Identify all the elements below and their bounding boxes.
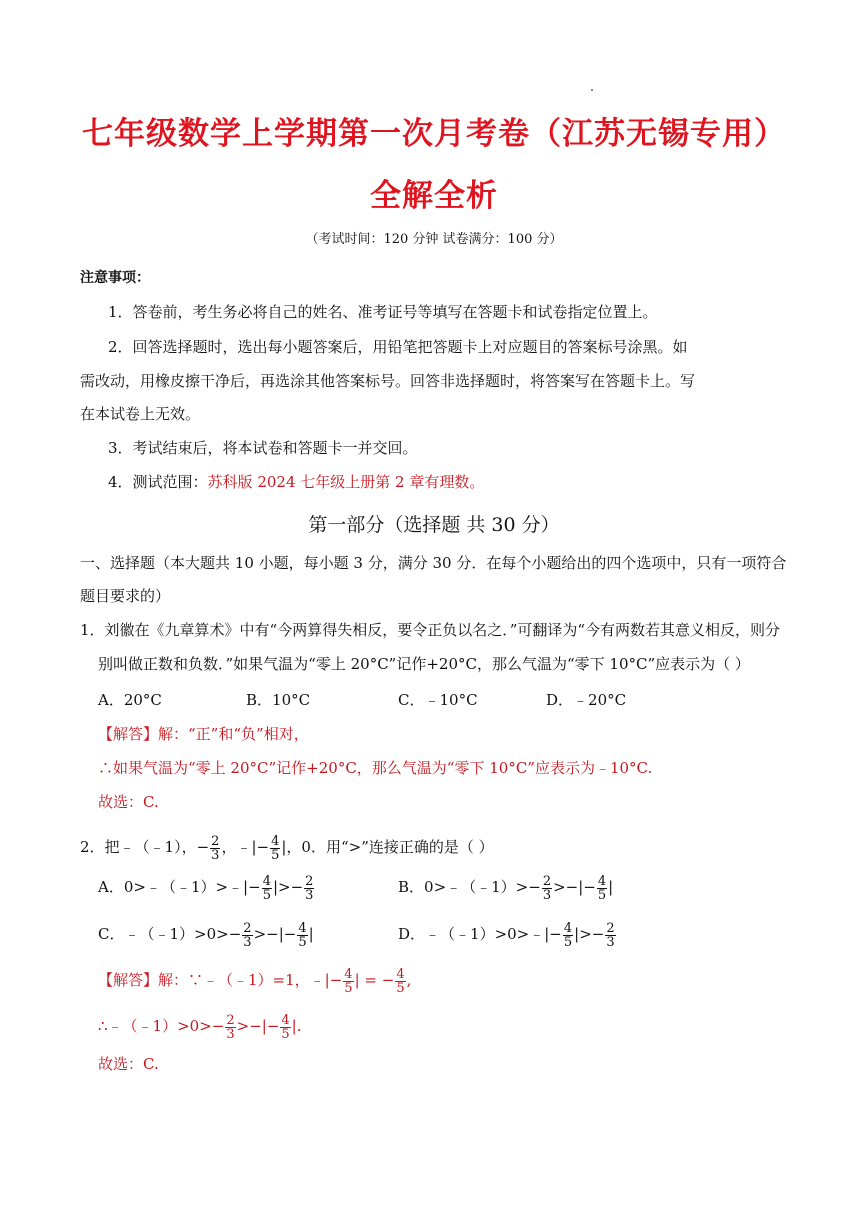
- numerator: 4: [262, 873, 271, 889]
- numerator: 4: [271, 833, 280, 849]
- section-desc-line2: 题目要求的）: [80, 587, 171, 605]
- header-dot: [591, 89, 593, 91]
- denominator: 3: [606, 934, 615, 950]
- notice-heading: 注意事项：: [80, 270, 150, 286]
- q1-option-d: D．﹣20°C: [546, 691, 627, 709]
- q2-option-a-head: A．0>﹣（﹣1）>﹣|−: [98, 878, 261, 896]
- q2-stem: [80, 833, 494, 862]
- q2-answer-l1-end: ,: [406, 971, 412, 989]
- notice-item-2-line3: 在本试卷上无效。: [80, 405, 201, 423]
- numerator: 4: [298, 920, 307, 936]
- fraction-4-5: [343, 968, 353, 995]
- q2-option-b-mid: >−|−: [553, 878, 596, 896]
- notice-item-4: [108, 472, 484, 492]
- q2-option-c-head: C．﹣（﹣1）>0>−: [98, 925, 242, 943]
- fraction-4-5: [280, 1014, 290, 1041]
- abs-bar: |: [308, 925, 314, 943]
- q1-option-c: C．﹣10°C: [398, 691, 478, 709]
- section-title: 第一部分（选择题 共 30 分）: [308, 514, 560, 536]
- denominator: 5: [597, 887, 607, 903]
- numerator: 2: [243, 920, 252, 936]
- denominator: 5: [563, 934, 573, 950]
- numerator: 4: [396, 966, 405, 982]
- section-desc-line1: 一、选择题（本大题共 10 小题，每小题 3 分，满分 30 分．在每个小题给出的四个选项中，只有一项符合: [80, 554, 787, 572]
- q2-choice: 故选：C.: [98, 1055, 159, 1073]
- q2-answer-tag: 【解答】: [98, 971, 159, 989]
- fraction-4-5: [597, 875, 607, 902]
- fraction-4-5: [262, 875, 272, 902]
- notice-item-2-line2: 需改动，用橡皮擦干净后，再选涂其他答案标号。回答非选择题时，将答案写在答题卡上。写: [80, 372, 696, 390]
- denominator: 3: [226, 1026, 235, 1042]
- q2-stem-prefix: 2．把﹣（﹣1），: [80, 838, 197, 856]
- q2-answer-line1: [98, 966, 411, 995]
- q2-option-d-mid: |>−: [574, 925, 605, 943]
- fraction-2-3: [542, 875, 552, 902]
- q2-stem-suffix: ，0．用“>”连接正确的是（ ）: [286, 838, 494, 856]
- fraction-2-3: [242, 922, 252, 949]
- denominator: 5: [262, 887, 271, 903]
- q1-answer-text: 解：“正”和“负”相对，: [158, 725, 309, 743]
- fraction-2-3: [210, 835, 220, 862]
- q2-option-a-mid: |>−: [272, 878, 304, 896]
- q1-stem-line1: 1．刘徽在《九章算术》中有“今两算得失相反，要令正负以名之．”可翻译为“今有两数若其意义相反，则分: [80, 621, 781, 639]
- fraction-4-5: [297, 922, 307, 949]
- denominator: 3: [211, 847, 220, 863]
- q2-answer-l2-head: ∴﹣（﹣1）>0>−: [98, 1017, 225, 1035]
- denominator: 3: [305, 887, 314, 903]
- numerator: 4: [281, 1012, 290, 1028]
- q2-stem-mid: ，﹣|−: [221, 838, 270, 856]
- q1-choice: 故选：C.: [98, 793, 159, 811]
- q2-answer-l1-head: 解：∵﹣（﹣1）=1，﹣|−: [158, 971, 343, 989]
- abs-bar: |: [281, 838, 287, 856]
- numerator: 2: [606, 920, 615, 936]
- q2-option-c: [98, 920, 314, 949]
- q2-answer-l2-mid: >−|−: [236, 1017, 280, 1035]
- q2-option-a: [98, 873, 315, 902]
- fraction-2-3: [304, 875, 314, 902]
- numerator: 4: [344, 966, 353, 982]
- q2-answer-line2: [98, 1012, 302, 1041]
- denominator: 5: [344, 980, 353, 996]
- fraction-4-5: [563, 922, 573, 949]
- notice-item-3: 3．考试结束后，将本试卷和答题卡一并交回。: [108, 439, 418, 457]
- numerator: 2: [305, 873, 314, 889]
- q2-option-d-head: D．﹣（﹣1）>0>﹣|−: [398, 925, 562, 943]
- numerator: 2: [226, 1012, 235, 1028]
- q1-option-b: B．10°C: [246, 691, 311, 709]
- q1-answer-line2: ∴如果气温为“零上 20°C”记作+20°C，那么气温为“零下 10°C”应表示为﹣10°C.: [98, 759, 653, 777]
- test-scope: 苏科版 2024 七年级上册第 2 章有理数。: [207, 473, 485, 491]
- numerator: 4: [563, 920, 573, 936]
- denominator: 5: [396, 980, 405, 996]
- q1-stem-line2: 别叫做正数和负数．”如果气温为“零上 20°C”记作+20°C，那么气温为“零下 10°C”应表示为（ ）: [98, 655, 750, 673]
- q2-option-b: [398, 873, 613, 902]
- q2-answer-l2-end: |.: [291, 1017, 302, 1035]
- q2-option-c-mid: >−|−: [253, 925, 297, 943]
- q2-option-b-head: B．0>﹣（﹣1）>−: [398, 878, 541, 896]
- abs-bar: |: [608, 878, 614, 896]
- numerator: 2: [542, 873, 552, 889]
- notice-item-4-prefix: 4．测试范围：: [108, 473, 208, 491]
- fraction-4-5: [270, 835, 280, 862]
- q2-option-d: [398, 920, 617, 949]
- q1-answer-tag: 【解答】: [98, 725, 159, 743]
- notice-item-2-line1: 2．回答选择题时，选出每小题答案后，用铅笔把答题卡上对应题目的答案标号涂黑。如: [108, 338, 688, 356]
- denominator: 5: [281, 1026, 290, 1042]
- exam-info: （考试时间：120 分钟 试卷满分：100 分）: [305, 232, 563, 247]
- denominator: 5: [298, 934, 307, 950]
- fraction-4-5: [395, 968, 405, 995]
- numerator: 2: [211, 833, 220, 849]
- minus-sign: −: [196, 838, 210, 856]
- numerator: 4: [597, 873, 607, 889]
- denominator: 3: [542, 887, 552, 903]
- q2-answer-l1-mid: | = −: [354, 971, 395, 989]
- page-title: 七年级数学上学期第一次月考卷（江苏无锡专用）: [82, 116, 786, 152]
- notice-item-1: 1．答卷前，考生务必将自己的姓名、准考证号等填写在答题卡和试卷指定位置上。: [108, 303, 658, 321]
- q1-answer-line1: [98, 724, 309, 744]
- fraction-2-3: [605, 922, 615, 949]
- denominator: 5: [271, 847, 280, 863]
- q1-option-a: A．20°C: [98, 691, 162, 709]
- denominator: 3: [243, 934, 252, 950]
- fraction-2-3: [225, 1014, 235, 1041]
- page-subtitle: 全解全析: [370, 178, 498, 214]
